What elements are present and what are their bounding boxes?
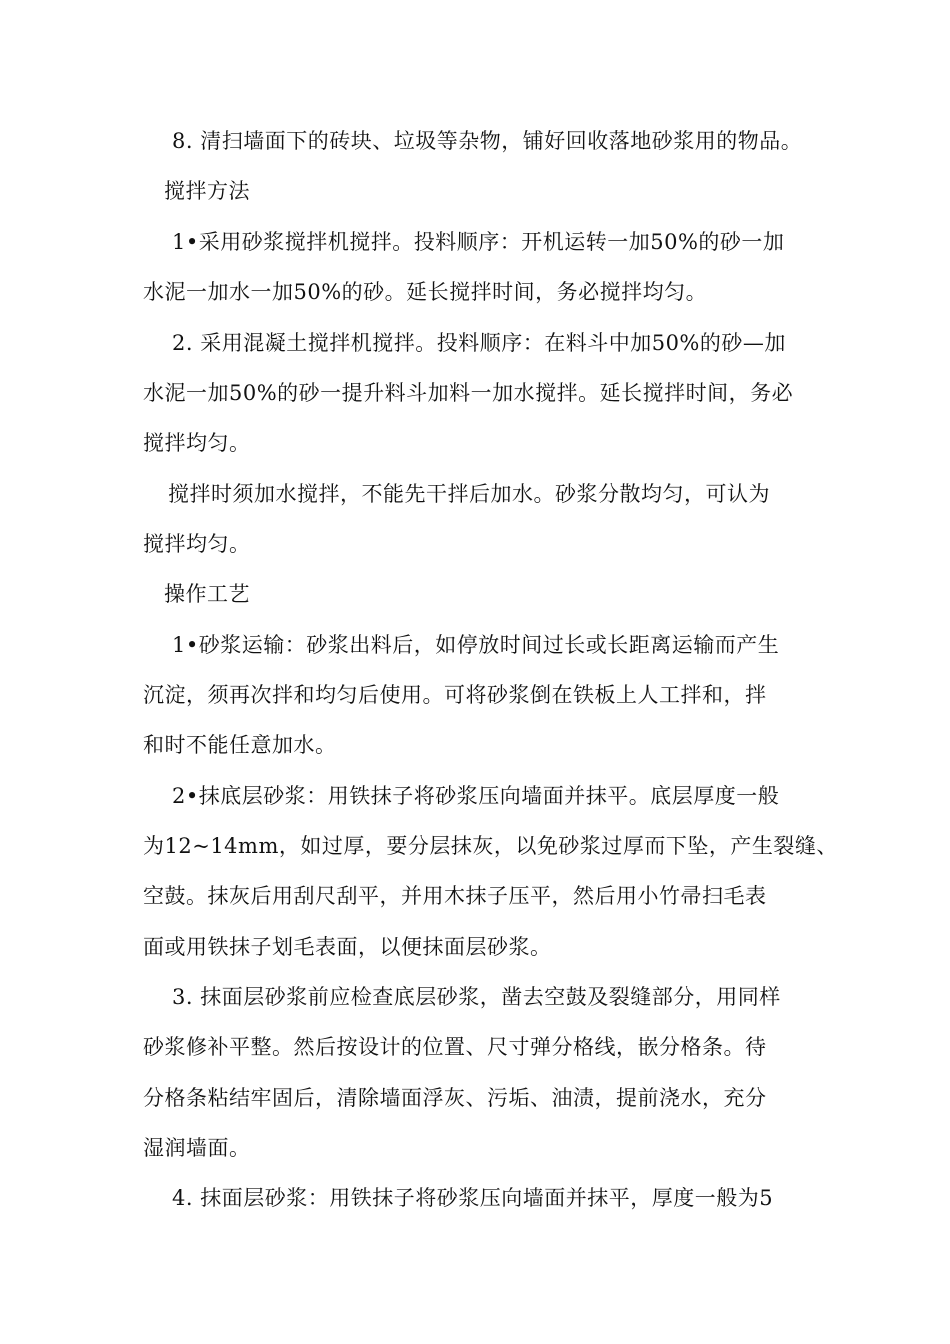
section-heading: 搅拌方法 bbox=[164, 179, 250, 203]
paragraph-line: 水泥一加50%的砂一提升料斗加料一加水搅拌。延长搅拌时间，务必 bbox=[143, 381, 794, 405]
section-heading: 操作工艺 bbox=[164, 582, 250, 606]
paragraph-line: 4. 抹面层砂浆：用铁抹子将砂浆压向墙面并抹平，厚度一般为5 bbox=[172, 1186, 774, 1210]
paragraph-line: 1•采用砂浆搅拌机搅拌。投料顺序：开机运转一加50%的砂一加 bbox=[172, 230, 785, 254]
paragraph-line: 湿润墙面。 bbox=[143, 1136, 251, 1160]
paragraph-line: 砂浆修补平整。然后按设计的位置、尺寸弹分格线，嵌分格条。待 bbox=[143, 1035, 767, 1059]
paragraph-line: 分格条粘结牢固后，清除墙面浮灰、污垢、油渍，提前浇水，充分 bbox=[143, 1086, 767, 1110]
paragraph-line: 2•抹底层砂浆：用铁抹子将砂浆压向墙面并抹平。底层厚度一般 bbox=[172, 784, 780, 808]
paragraph-line: 搅拌均匀。 bbox=[143, 532, 251, 556]
paragraph-line: 1•砂浆运输：砂浆出料后，如停放时间过长或长距离运输而产生 bbox=[172, 633, 780, 657]
paragraph-line: 8. 清扫墙面下的砖块、垃圾等杂物，铺好回收落地砂浆用的物品。 bbox=[172, 129, 803, 153]
paragraph-line: 3. 抹面层砂浆前应检查底层砂浆，凿去空鼓及裂缝部分，用同样 bbox=[172, 985, 781, 1009]
paragraph-line: 和时不能任意加水。 bbox=[143, 733, 337, 757]
paragraph-line: 沉淀，须再次拌和均匀后使用。可将砂浆倒在铁板上人工拌和，拌 bbox=[143, 683, 767, 707]
paragraph-line: 面或用铁抹子划毛表面，以便抹面层砂浆。 bbox=[143, 935, 552, 959]
paragraph-line: 为12~14mm，如过厚，要分层抹灰，以免砂浆过厚而下坠，产生裂缝、 bbox=[143, 834, 838, 858]
paragraph-line: 搅拌均匀。 bbox=[143, 431, 251, 455]
paragraph-line: 水泥一加水一加50%的砂。延长搅拌时间，务必搅拌均匀。 bbox=[143, 280, 708, 304]
paragraph-line: 2. 采用混凝土搅拌机搅拌。投料顺序：在料斗中加50%的砂—加 bbox=[172, 331, 786, 355]
paragraph-line: 搅拌时须加水搅拌，不能先干拌后加水。砂浆分散均匀，可认为 bbox=[168, 482, 770, 506]
paragraph-line: 空鼓。抹灰后用刮尺刮平，并用木抹子压平，然后用小竹帚扫毛表 bbox=[143, 884, 767, 908]
